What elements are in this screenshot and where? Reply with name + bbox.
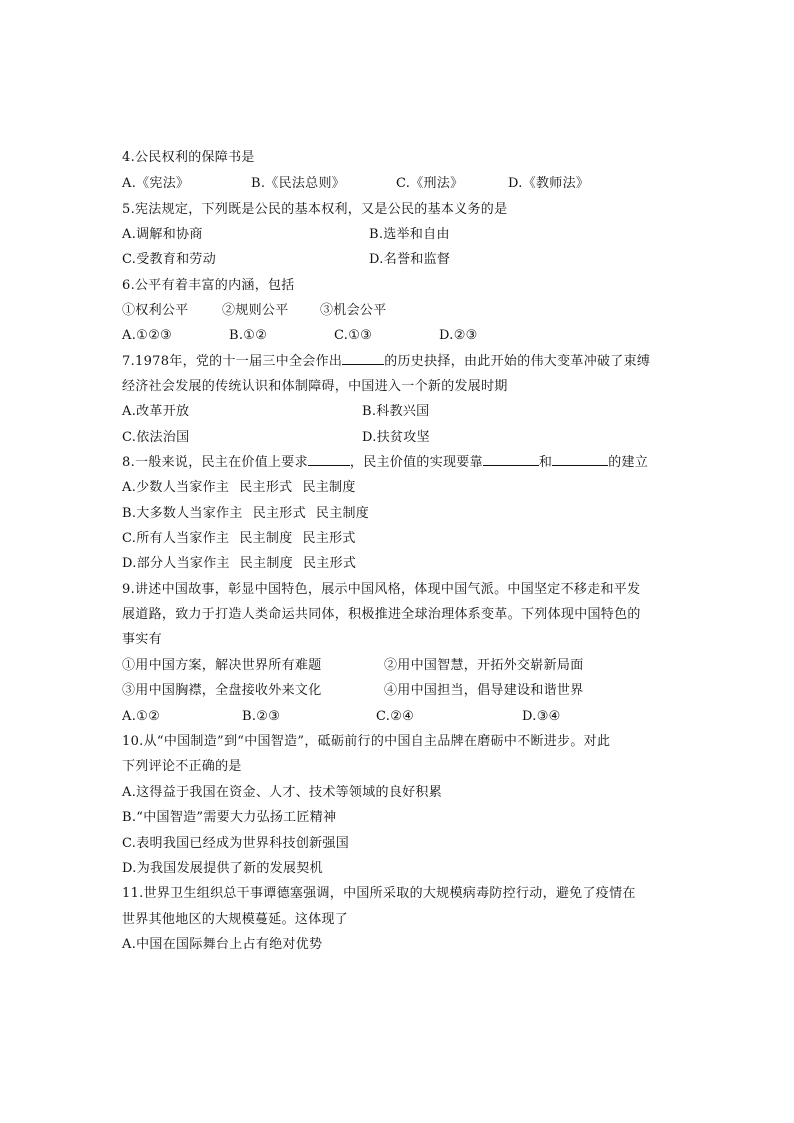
q8-option-b bbox=[122, 504, 369, 524]
q4-option-c: C.《刑法》 bbox=[396, 176, 464, 191]
q9-item-2: ②用中国智慧，开拓外交崭新局面 bbox=[384, 658, 584, 673]
q8-stem-part-1: 8.一般来说，民主在价值上要求 bbox=[122, 455, 308, 470]
question-5-stem: 5.宪法规定，下列既是公民的基本权利，又是公民的基本义务的是 bbox=[122, 202, 508, 217]
q8-option-d-term-1: 民主制度 bbox=[239, 556, 293, 571]
question-11-stem-line-2: 世界其他地区的大规模蔓延。这体现了 bbox=[122, 912, 349, 927]
q10-option-b: B.“中国智造”需要大力弘扬工匠精神 bbox=[122, 810, 337, 825]
q6-option-b: B.①② bbox=[229, 328, 268, 343]
q8-option-b-term-1: 民主形式 bbox=[252, 506, 306, 521]
q5-option-c: C.受教育和劳动 bbox=[122, 252, 217, 267]
q11-option-a: A.中国在国际舞台上占有绝对优势 bbox=[122, 937, 323, 952]
q4-option-b: B.《民法总则》 bbox=[251, 176, 346, 191]
question-9-stem-line-1: 9.讲述中国故事，彰显中国特色，展示中国风格，体现中国气派。中国坚定不移走和平发 bbox=[122, 582, 641, 597]
q8-option-b-term-2: 民主制度 bbox=[315, 506, 370, 521]
q7-blank bbox=[342, 352, 384, 365]
question-9-stem-line-3: 事实有 bbox=[122, 632, 162, 647]
question-11-stem-line-1: 11.世界卫生组织总干事谭德塞强调，中国所采取的大规模病毒防控行动，避免了疫情在 bbox=[122, 886, 636, 901]
q8-option-d-text: D.部分人当家作主 bbox=[122, 556, 230, 571]
q6-item-3: ③机会公平 bbox=[320, 303, 387, 318]
q6-option-a: A.①②③ bbox=[122, 328, 172, 343]
q9-item-1: ①用中国方案，解决世界所有难题 bbox=[122, 658, 322, 673]
q7-option-b: B.科教兴国 bbox=[362, 404, 430, 419]
q9-item-4: ④用中国担当，倡导建设和谐世界 bbox=[384, 683, 584, 698]
q8-option-c bbox=[122, 529, 356, 549]
q8-stem-part-2: ，民主价值的实现要靠 bbox=[349, 455, 483, 470]
q8-blank-2 bbox=[483, 453, 539, 466]
q8-option-a-term-2: 民主制度 bbox=[302, 480, 356, 495]
q10-option-a: A.这得益于我国在资金、人才、技术等领域的良好积累 bbox=[122, 785, 443, 800]
q9-item-3: ③用中国胸襟，全盘接收外来文化 bbox=[122, 683, 322, 698]
q8-blank-3 bbox=[552, 453, 608, 466]
question-7-stem-line-2: 经济社会发展的传统认识和体制障碍，中国进入一个新的发展时期 bbox=[122, 379, 508, 394]
q6-item-1: ①权利公平 bbox=[122, 303, 189, 318]
q7-stem-part-2: 的历史抉择，由此开始的伟大变革冲破了束缚 bbox=[384, 354, 651, 369]
q8-blank-1 bbox=[308, 453, 350, 466]
q8-option-c-term-2: 民主形式 bbox=[302, 531, 356, 546]
q8-stem-part-4: 的建立 bbox=[608, 455, 649, 470]
q9-option-d: D.③④ bbox=[522, 709, 561, 724]
question-10-stem-line-1: 10.从“中国制造”到“中国智造”，砥砺前行的中国自主品牌在磨砺中不断进步。对此 bbox=[122, 734, 611, 749]
q7-option-a: A.改革开放 bbox=[122, 404, 190, 419]
q5-option-a: A.调解和协商 bbox=[122, 227, 203, 242]
q4-option-d: D.《教师法》 bbox=[508, 176, 590, 191]
q7-option-d: D.扶贫攻坚 bbox=[362, 430, 430, 445]
question-4-stem: 4.公民权利的保障书是 bbox=[122, 150, 255, 165]
q8-option-a-term-1: 民主形式 bbox=[239, 480, 293, 495]
q10-option-d: D.为我国发展提供了新的发展契机 bbox=[122, 861, 323, 876]
q7-stem-part-1: 7.1978年，党的十一届三中全会作出 bbox=[122, 354, 343, 369]
q9-option-c: C.②④ bbox=[376, 709, 415, 724]
q5-option-d: D.名誉和监督 bbox=[369, 252, 451, 267]
q5-option-b: B.选举和自由 bbox=[369, 227, 450, 242]
q8-option-b-text: B.大多数人当家作主 bbox=[122, 506, 243, 521]
q8-option-d bbox=[122, 554, 356, 574]
question-6-stem: 6.公平有着丰富的内涵，包括 bbox=[122, 278, 295, 293]
q6-option-c: C.①③ bbox=[334, 328, 373, 343]
question-9-stem-line-2: 展道路，致力于打造人类命运共同体，积极推进全球治理体系变革。下列体现中国特色的 bbox=[122, 607, 641, 622]
q8-stem-part-3: 和 bbox=[538, 455, 553, 470]
q4-option-a: A.《宪法》 bbox=[122, 176, 190, 191]
q8-option-d-term-2: 民主形式 bbox=[303, 556, 357, 571]
q10-option-c: C.表明我国已经成为世界科技创新强国 bbox=[122, 836, 350, 851]
q6-option-d: D.②③ bbox=[439, 328, 478, 343]
q8-option-c-text: C.所有人当家作主 bbox=[122, 531, 230, 546]
question-10-stem-line-2: 下列评论不正确的是 bbox=[122, 759, 242, 774]
q9-option-a: A.①② bbox=[122, 709, 161, 724]
q7-option-c: C.依法治国 bbox=[122, 430, 190, 445]
q9-option-b: B.②③ bbox=[242, 709, 281, 724]
q8-option-a bbox=[122, 478, 356, 498]
question-8-stem bbox=[122, 453, 648, 473]
q8-option-c-term-1: 民主制度 bbox=[239, 531, 293, 546]
q8-option-a-text: A.少数人当家作主 bbox=[122, 480, 230, 495]
q6-item-2: ②规则公平 bbox=[222, 303, 289, 318]
question-7-stem-line-1 bbox=[122, 352, 650, 372]
